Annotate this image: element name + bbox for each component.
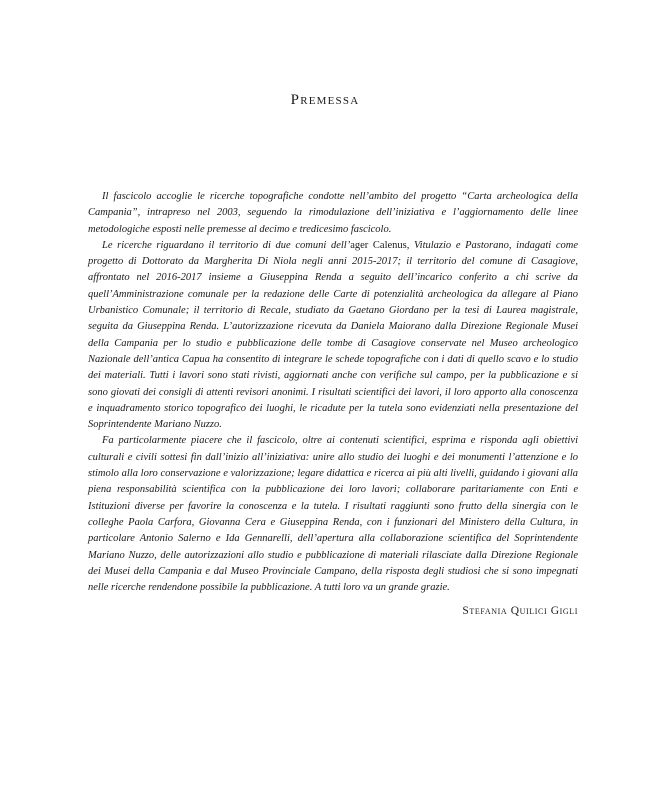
paragraph-2-calenus: Calenus xyxy=(368,239,407,251)
paragraph-3: Fa particolarmente piacere che il fascicolo, oltre ai contenuti scientifici, esprima e risponda agli obiettivi culturali e civili sottesi fin dall’inizio all’iniziativa: unire allo studio dei luoghi e dei monumenti l’attenzione e lo stimolo alla loro conservazione e valorizzazione; legare didattica e ricerca ai più alti livelli, guidando i giovani alla piena responsabilità scientifica con la pubblicazione dei loro lavori; collaborare paritariamente con Enti e Istituzioni diverse per favorire la conoscenza e la tutela. I risultati raggiunti sono frutto della sinergia con le colleghe Paola Carfora, Giovanna Cera e Giuseppina Renda, con i funzionari del Ministero della Cultura, in particolare Antonio Salerno e Ida Gennarelli, dell’apertura alla collaborazione scientifica del Soprintendente Mariano Nuzzo, delle autorizzazioni allo studio e pubblicazione di materiali rilasciate dalla Direzione Regionale dei Musei della Campania e dal Museo Provinciale Campano, della risposta degli studiosi che si sono impegnati nelle ricerche rendendone possibile la pubblicazione. A tutti loro va un grande grazie. xyxy=(88,435,578,594)
paragraph-1: Il fascicolo accoglie le ricerche topografiche condotte nell’ambito del progetto “Carta archeologica della Campania”, intrapreso nel 2003, seguendo la rimodulazione dell’iniziativa e l’aggiornamento delle linee metodologiche esposti nelle premesse al decimo e tredicesimo fascicolo. xyxy=(88,191,578,235)
paragraph-2-part-2: , Vitulazio e Pastorano, indagati come progetto di Dottorato da Margherita Di Niola negli anni 2015-2017; il territorio del comune di Casagiove, affrontato nel 2016-2017 insieme a Giuseppina Renda a seguito dell’incarico conferito a chi scrive da quell’Amministrazione comunale per la redazione delle Carte di potenzialità archeologica da allegare al Piano Urbanistico Comunale; il territorio di Recale, studiato da Gaetano Giordano per la tesi di Laurea magistrale, seguita da Giuseppina Renda. L’autorizzazione ricevuta da Daniela Maiorano dalla Direzione Regionale Musei della Campania per lo studio e pubblicazione delle tombe di Casagiove conservate nel Museo archeologico Nazionale dell’antica Capua ha consentito di integrare le schede topografiche con i dati di quello scavo e lo studio dei materiali. Tutti i lavori sono stati rivisti, aggiornati anche con verifiche sul campo, per la pubblicazione e si sono giovati dei consigli di attenti revisori anonimi. I risultati scientifici dei lavori, il loro apporto alla conoscenza e inquadramento storico topografico dei luoghi, le ricadute per la tutela sono evidenziati nella presentazione del Soprintendente Mariano Nuzzo. xyxy=(88,239,578,431)
body-text xyxy=(88,189,578,596)
paragraph-2-ager: ager xyxy=(350,239,369,251)
paragraph-2-part-1: Le ricerche riguardano il territorio di due comuni dell’ xyxy=(102,239,351,251)
author-signature: Stefania Quilici Gigli xyxy=(462,605,578,617)
page-title: Premessa xyxy=(290,92,360,108)
paragraph-2 xyxy=(88,238,578,434)
